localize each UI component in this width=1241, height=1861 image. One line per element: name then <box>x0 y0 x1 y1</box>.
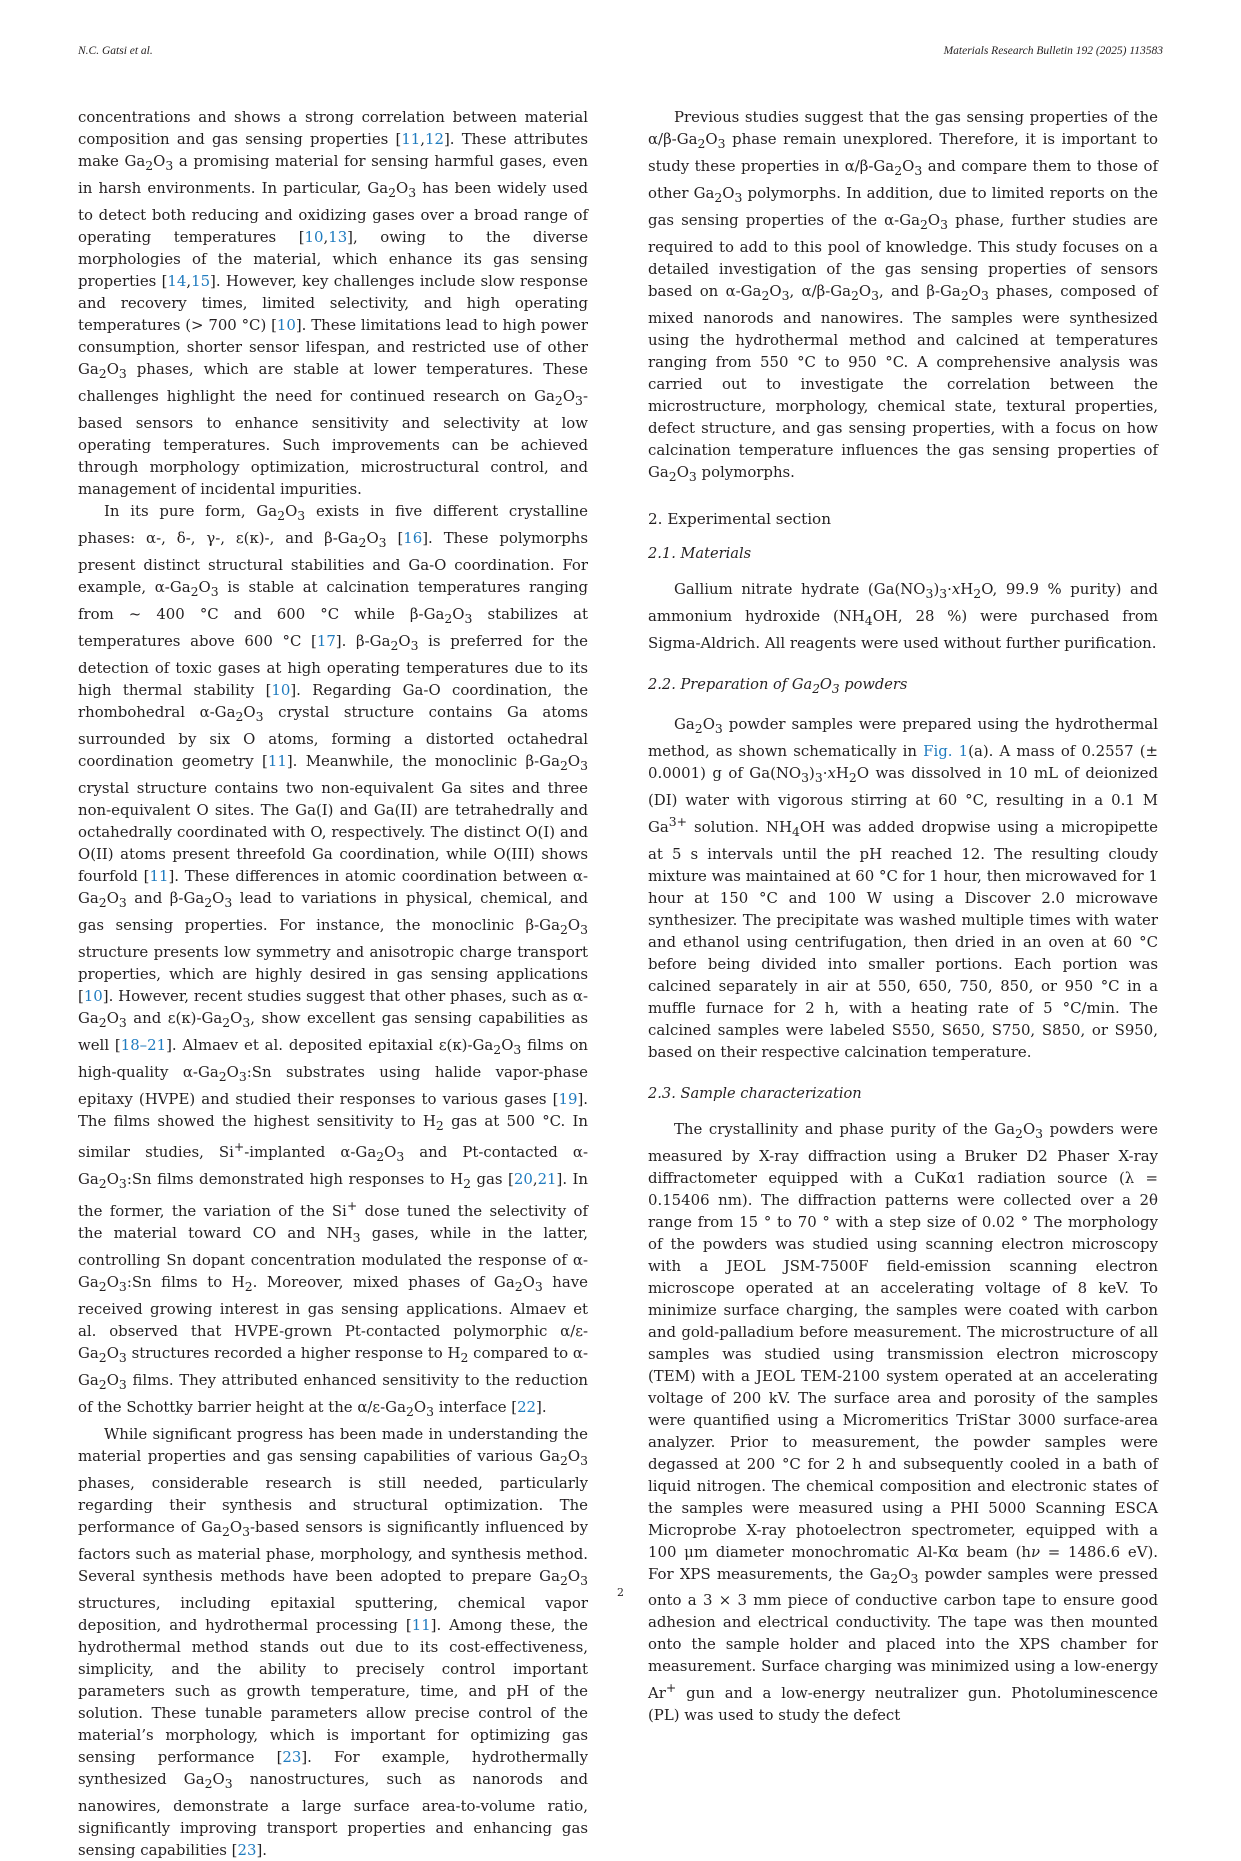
running-header-authors: N.C. Gatsi et al. <box>78 45 153 57</box>
paragraph: $Ga_2O_3$ powder samples were prepared using the hydrothermal method, as shown schematically in Fig. 1(a). A mass of 0.2557 (± 0.0001) g of $Ga(NO_3)_3\cdot xH_2O$ was dissolved in 10 mL of deionized (DI) water with vigorous stirring at 60 °C, resulting in a 0.1 M $Ga^{3+}$ solution. $NH_4OH$ was added dropwise using a micropipette at 5 s intervals until the pH reached 12. The resulting cloudy mixture was maintained at 60 °C for 1 hour, then microwaved for 1 hour at 150 °C and 100 W using a Discover 2.0 microwave synthesizer. The precipitate was washed multiple times with water and ethanol using centrifugation, then dried in an oven at 60 °C before being divided into smaller portions. Each portion was calcined separately in air at 550, 650, 750, 850, or 950 °C in a muffle furnace for 2 h, with a heating rate of 5 °C/min. The calcined samples were labeled S550, S650, S750, S850, or S950, based on their respective calcination temperature. <box>648 714 1158 1061</box>
page-number: 2 <box>617 1586 624 1599</box>
section-heading: 2. Experimental section <box>648 509 831 528</box>
subsection-heading: 2.1. Materials <box>648 544 752 562</box>
subsection-heading: 2.3. Sample characterization <box>648 1084 862 1102</box>
paragraph: Gallium nitrate hydrate ($Ga(NO_3)_3\cdot xH_2O$, 99.9 % purity) and ammonium hydroxide ($NH_4OH$, 28 %) were purchased from Sigma-Aldrich. All reagents were used without further purification. <box>648 579 1159 652</box>
subsection-heading: 2.2. Preparation of $Ga_2O_3$ powders <box>648 675 908 696</box>
paragraph: The crystallinity and phase purity of the $Ga_2O_3$ powders were measured by X-ray diffraction using a Bruker D2 Phaser X-ray diffractometer equipped with a CuKα1 radiation source (λ = 0.15406 nm). The diffraction patterns were collected over a 2θ range from 15 ° to 70 ° with a step size of 0.02 ° The morphology of the powders was studied using scanning electron microscopy with a JEOL JSM-7500F field-emission scanning electron microscope operated at an accelerating voltage of 8 keV. To minimize surface charging, the samples were coated with carbon and gold-palladium before measurement. The microstructure of all samples was studied using transmission electron microscopy (TEM) with a JEOL TEM-2100 system operated at an accelerating voltage of 200 kV. The surface area and porosity of the samples were quantified using a Micromeritics TriStar 3000 surface-area analyzer. Prior to measurement, the powder samples were degassed at 200 °C for 2 h and subsequently cooled in a bath of liquid nitrogen. The chemical composition and electronic states of the samples were measured using a PHI 5000 Scanning ESCA Microprobe X-ray photoelectron spectrometer, equipped with a 100 μm diameter monochromatic Al-Kα beam (hν = 1486.6 eV). For XPS measurements, the $Ga_2O_3$ powder samples were pressed onto a 3 × 3 mm piece of conductive carbon tape to ensure good adhesion and electrical conductivity. The tape was then mounted onto the sample holder and placed into the XPS chamber for measurement. Surface charging was minimized using a low-energy Ar+ gun and a low-energy neutralizer gun. Photoluminescence (PL) was used to study the defect <box>648 1119 1159 1725</box>
paragraph: Previous studies suggest that the gas sensing properties of the $\alpha/\beta-Ga_2O_3$ phase remain unexplored. Therefore, it is important to study these properties in $\alpha/\beta-Ga_2O_3$ and compare them to those of other $Ga_2O_3$ polymorphs. In addition, due to limited reports on the gas sensing properties of the $\alpha-Ga_2O_3$ phase, further studies are required to add to this pool of knowledge. This study focuses on a detailed investigation of the gas sensing properties of sensors based on $\alpha-Ga_2O_3$, $\alpha/\beta-Ga_2O_3$, and $\beta-Ga_2O_3$ phases, composed of mixed nanorods and nanowires. The samples were synthesized using the hydrothermal method and calcined at temperatures ranging from 550 °C to 950 °C. A comprehensive analysis was carried out to investigate the correlation between the microstructure, morphology, chemical state, textural properties, defect structure, and gas sensing properties, with a focus on how calcination temperature influences the gas sensing properties of $Ga_2O_3$ polymorphs. <box>648 108 1158 484</box>
paragraph: concentrations and shows a strong correlation between material composition and gas sensing properties [11,12]. These attributes make $Ga_2O_3$ a promising material for sensing harmful gases, even in harsh environments. In particular, $Ga_2O_3$ has been widely used to detect both reducing and oxidizing gases over a broad range of operating temperatures [10,13], owing to the diverse morphologies of the material, which enhance its gas sensing properties [14,15]. However, key challenges include slow response and recovery times, limited selectivity, and high operating temperatures (> 700 °C) [10]. These limitations lead to high power consumption, shorter sensor lifespan, and restricted use of other $Ga_2O_3$ phases, which are stable at lower temperatures. These challenges highlight the need for continued research on $Ga_2O_3$-based sensors to enhance sensitivity and selectivity at low operating temperatures. Such improvements can be achieved through morphology optimization, microstructural control, and management of incidental impurities. <box>78 108 589 498</box>
right-column <box>648 106 1158 1726</box>
running-header-journal: Materials Research Bulletin 192 (2025) 113583 <box>943 45 1163 57</box>
paragraph: While significant progress has been made in understanding the material properties and gas sensing capabilities of various $Ga_2O_3$ phases, considerable research is still needed, particularly regarding their synthesis and structural optimization. The performance of $Ga_2O_3$-based sensors is significantly influenced by factors such as material phase, morphology, and synthesis method. Several synthesis methods have been adopted to prepare $Ga_2O_3$ structures, including epitaxial sputtering, chemical vapor deposition, and hydrothermal processing [11]. Among these, the hydrothermal method stands out due to its cost-effectiveness, simplicity, and the ability to precisely control important parameters such as growth temperature, time, and pH of the solution. These tunable parameters allow precise control of the material’s morphology, which is important for optimizing gas sensing performance [23]. For example, hydrothermally synthesized $Ga_2O_3$ nanostructures, such as nanorods and nanowires, demonstrate a large surface area-to-volume ratio, significantly improving transport properties and enhancing gas sensing capabilities [23]. <box>78 1425 588 1860</box>
paragraph: In its pure form, $Ga_2O_3$ exists in five different crystalline phases: α-, δ-, γ-, ε(κ)-, and $\beta-Ga_2O_3$ [16]. These polymorphs present distinct structural stabilities and Ga-O coordination. For example, $\alpha-Ga_2O_3$ is stable at calcination temperatures ranging from ~ 400 °C and 600 °C while $\beta-Ga_2O_3$ stabilizes at temperatures above 600 °C [17]. $\beta-Ga_2O_3$ is preferred for the detection of toxic gases at high operating temperatures due to its high thermal stability [10]. Regarding Ga-O coordination, the rhombohedral $\alpha-Ga_2O_3$ crystal structure contains Ga atoms surrounded by six O atoms, forming a distorted octahedral coordination geometry [11]. Meanwhile, the monoclinic $\beta-Ga_2O_3$ crystal structure contains two non-equivalent Ga sites and three non-equivalent O sites. The Ga(I) and Ga(II) are tetrahedrally and octahedrally coordinated with O, respectively. The distinct O(I) and O(II) atoms present threefold Ga coordination, while O(III) shows fourfold [11]. These differences in atomic coordination between $\alpha-Ga_2O_3$ and $\beta-Ga_2O_3$ lead to variations in physical, chemical, and gas sensing properties. For instance, the monoclinic $\beta-Ga_2O_3$ structure presents low symmetry and anisotropic charge transport properties, which are highly desired in gas sensing applications [10]. However, recent studies suggest that other phases, such as $\alpha-Ga_2O_3$ and $\varepsilon(\kappa)-Ga_2O_3$, show excellent gas sensing capabilities as well [18–21]. Almaev et al. deposited epitaxial $\varepsilon(\kappa)-Ga_2O_3$ films on high-quality $\alpha-Ga_2O_3:Sn$ substrates using halide vapor-phase epitaxy (HVPE) and studied their responses to various gases [19]. The films showed the highest sensitivity to $H_2$ gas at 500 °C. In similar studies, Si+-implanted $\alpha-Ga_2O_3$ and Pt-contacted $\alpha-Ga_2O_3:Sn$ films demonstrated high responses to $H_2$ gas [20,21]. In the former, the variation of the Si+ dose tuned the selectivity of the material toward CO and $NH_3$ gases, while in the latter, controlling Sn dopant concentration modulated the response of $\alpha-Ga_2O_3:Sn$ films to $H_2$. Moreover, mixed phases of $Ga_2O_3$ have received growing interest in gas sensing applications. Almaev et al. observed that HVPE-grown Pt-contacted polymorphic $\alpha/\varepsilon-Ga_2O_3$ structures recorded a higher response to $H_2$ compared to $\alpha-Ga_2O_3$ films. They attributed enhanced sensitivity to the reduction of the Schottky barrier height at the $\alpha/\varepsilon-Ga_2O_3$ interface [22]. <box>78 501 589 1420</box>
